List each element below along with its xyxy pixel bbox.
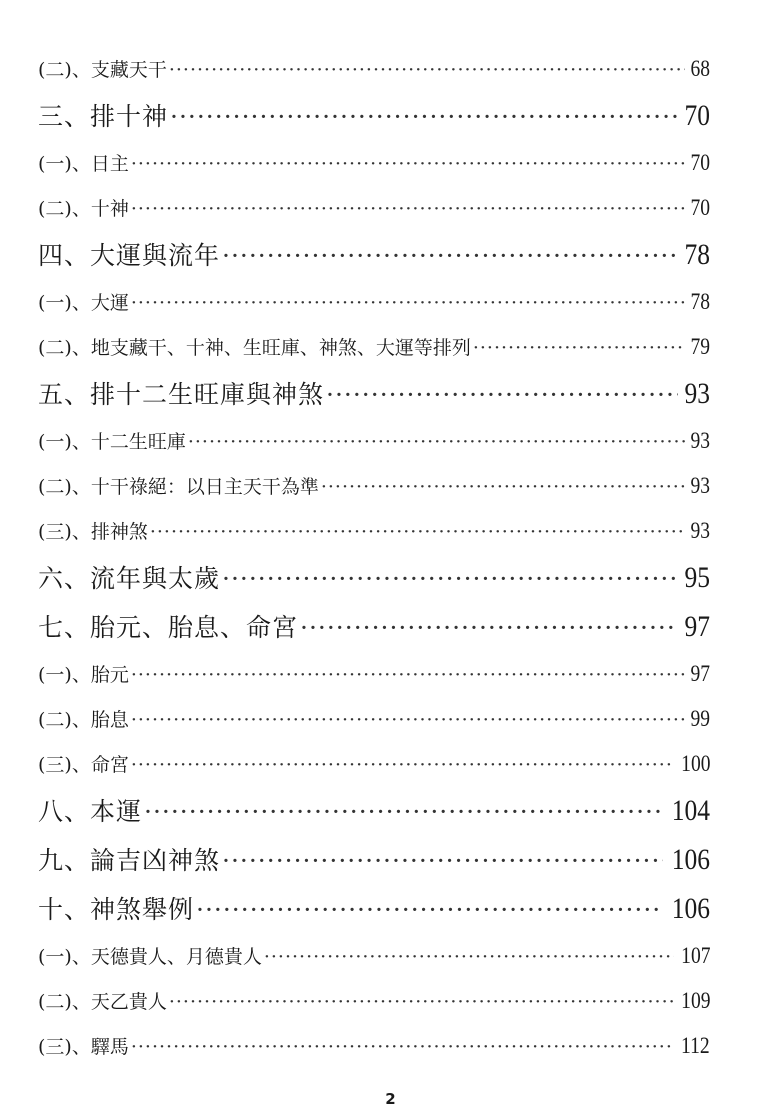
dot-leader (131, 743, 674, 786)
toc-entry-title: 三、排十神 (38, 102, 169, 131)
toc-entry (38, 140, 710, 185)
toc-entry (38, 741, 710, 786)
toc-entry (38, 933, 710, 978)
toc-entry (38, 835, 710, 884)
dot-leader (264, 935, 674, 978)
toc-entry (38, 279, 710, 324)
toc-entry-title: 五、排十二生旺庫與神煞 (38, 380, 325, 409)
toc-entry-page: 70 (690, 150, 710, 175)
toc-entry-page: 106 (671, 892, 710, 925)
toc-entry-page: 78 (690, 289, 710, 314)
dot-leader (321, 465, 685, 508)
toc-entry-page: 104 (671, 794, 710, 827)
dot-leader (169, 48, 685, 91)
dot-leader (131, 281, 685, 324)
toc-entry-title: (二)、地支藏干、十神、生旺庫、神煞、大運等排列 (38, 337, 471, 359)
toc-entry-page: 93 (690, 473, 710, 498)
toc-entry (38, 230, 710, 279)
toc-entry (38, 553, 710, 602)
dot-leader (131, 187, 685, 230)
toc-entry-page: 107 (680, 943, 710, 968)
toc-entry-page: 95 (684, 561, 710, 594)
dot-leader (169, 980, 674, 1023)
dot-leader (222, 231, 678, 279)
toc-entry-title: (二)、天乙貴人 (38, 991, 167, 1013)
toc-entry (38, 418, 710, 463)
toc-entry-title: (二)、胎息 (38, 709, 129, 731)
toc-entry-title: (二)、支藏天干 (38, 59, 167, 81)
toc-entry-page: 70 (690, 195, 710, 220)
toc-entry (38, 185, 710, 230)
toc-entry-title: 四、大運與流年 (38, 241, 221, 270)
dot-leader (222, 554, 678, 602)
dot-leader (131, 1025, 675, 1068)
dot-leader (131, 142, 685, 185)
toc-entry-page: 79 (690, 334, 710, 359)
toc-entry (38, 884, 710, 933)
toc-entry (38, 463, 710, 508)
toc-entry-page: 106 (671, 843, 710, 876)
toc-entry-title: (一)、日主 (38, 153, 129, 175)
toc-entry-page: 112 (681, 1033, 710, 1058)
toc-entry (38, 324, 710, 369)
toc-entry (38, 786, 710, 835)
toc-entry (38, 369, 710, 418)
toc-entry-title: (二)、十神 (38, 198, 129, 220)
toc-entry-title: 七、胎元、胎息、命宮 (38, 613, 299, 642)
dot-leader (144, 787, 663, 835)
toc-entry-title: (一)、胎元 (38, 664, 129, 686)
dot-leader (326, 370, 678, 418)
toc-entry-page: 99 (690, 706, 710, 731)
toc-entry-page: 78 (684, 238, 710, 271)
toc-entry-page: 100 (680, 751, 710, 776)
toc-entry-page: 70 (684, 99, 710, 132)
toc-entry-page: 97 (690, 661, 710, 686)
dot-leader (300, 603, 678, 651)
dot-leader (150, 510, 685, 553)
dot-leader (473, 326, 685, 369)
toc-entry-title: 六、流年與太歲 (38, 564, 221, 593)
toc-entry (38, 978, 710, 1023)
toc-entry-title: (三)、命宮 (38, 754, 129, 776)
dot-leader (131, 653, 685, 696)
toc-entry-page: 97 (684, 610, 710, 643)
toc-entry-page: 93 (690, 428, 710, 453)
dot-leader (170, 92, 678, 140)
toc-entry (38, 651, 710, 696)
table-of-contents (38, 46, 710, 1068)
toc-entry-title: 十、神煞舉例 (38, 895, 195, 924)
toc-entry (38, 696, 710, 741)
toc-entry-page: 109 (680, 988, 710, 1013)
dot-leader (196, 885, 663, 933)
toc-entry-title: (三)、驛馬 (38, 1036, 129, 1058)
toc-entry (38, 46, 710, 91)
toc-entry-title: (一)、天德貴人、月德貴人 (38, 946, 262, 968)
toc-entry (38, 508, 710, 553)
toc-entry-title: (一)、十二生旺庫 (38, 431, 186, 453)
toc-entry-title: 九、論吉凶神煞 (38, 846, 221, 875)
toc-entry-title: (二)、十干祿絕：以日主天干為準 (38, 476, 319, 498)
dot-leader (131, 698, 685, 741)
toc-entry-page: 68 (690, 56, 710, 81)
toc-entry (38, 1023, 710, 1068)
dot-leader (222, 836, 663, 884)
toc-entry (38, 602, 710, 651)
toc-entry-title: (一)、大運 (38, 292, 129, 314)
toc-entry-title: 八、本運 (38, 797, 143, 826)
dot-leader (188, 420, 685, 463)
toc-entry (38, 91, 710, 140)
page-number: 2 (385, 1090, 396, 1108)
toc-entry-title: (三)、排神煞 (38, 521, 148, 543)
toc-entry-page: 93 (684, 377, 710, 410)
toc-entry-page: 93 (690, 518, 710, 543)
